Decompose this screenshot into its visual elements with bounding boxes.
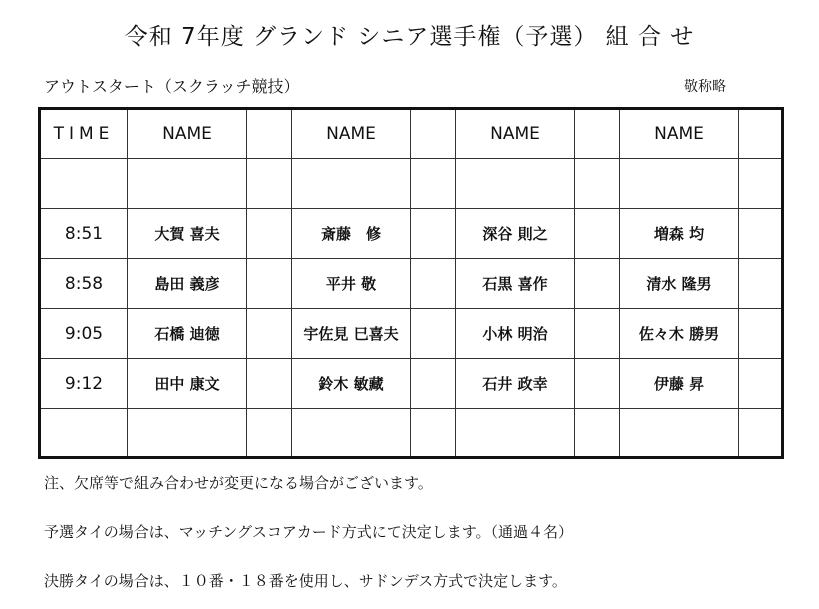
name-header: NAME: [620, 109, 739, 159]
time-header: TIME: [40, 109, 128, 159]
name-header: NAME: [456, 109, 575, 159]
table-row: [40, 209, 783, 259]
score-cell: [411, 359, 456, 409]
table-row: [40, 359, 783, 409]
table-row: [40, 259, 783, 309]
competition-subtitle: アウトスタート（スクラッチ競技）: [44, 77, 300, 96]
score-cell: [247, 359, 292, 409]
player-name: 石橋 迪徳: [128, 309, 247, 359]
score-cell: [575, 309, 620, 359]
player-name: 増森 均: [620, 209, 739, 259]
tee-time: 9:12: [40, 359, 128, 409]
table-row: [40, 309, 783, 359]
player-name: 石黒 喜作: [456, 259, 575, 309]
score-cell: [575, 359, 620, 409]
name-header: NAME: [128, 109, 247, 159]
score-cell: [739, 259, 783, 309]
score-cell: [411, 109, 456, 159]
score-cell: [575, 109, 620, 159]
player-name: 伊藤 昇: [620, 359, 739, 409]
score-cell: [247, 309, 292, 359]
player-name: 斎藤 修: [292, 209, 411, 259]
score-cell: [739, 359, 783, 409]
score-cell: [739, 209, 783, 259]
player-name: 小林 明治: [456, 309, 575, 359]
player-name: 平井 敬: [292, 259, 411, 309]
player-name: 石井 政幸: [456, 359, 575, 409]
pairing-table: [38, 107, 784, 459]
table-header-row: [40, 109, 783, 159]
score-cell: [247, 259, 292, 309]
note-final-tie: 決勝タイの場合は、１０番・１８番を使用し、サドンデス方式で決定します。: [44, 572, 567, 590]
honorific-note: 敬称略: [684, 79, 726, 95]
player-name: 田中 康文: [128, 359, 247, 409]
tee-time: 9:05: [40, 309, 128, 359]
player-name: 佐々木 勝男: [620, 309, 739, 359]
tee-time: 8:51: [40, 209, 128, 259]
name-header: NAME: [292, 109, 411, 159]
note-attendance-change: 注、欠席等で組み合わせが変更になる場合がございます。: [44, 474, 433, 492]
empty-row: [40, 159, 783, 209]
score-cell: [411, 259, 456, 309]
player-name: 深谷 則之: [456, 209, 575, 259]
player-name: 鈴木 敏藏: [292, 359, 411, 409]
note-qualifying-tie: 予選タイの場合は、マッチングスコアカード方式にて決定します。（通過４名）: [44, 523, 574, 541]
empty-row: [40, 409, 783, 458]
tee-time: 8:58: [40, 259, 128, 309]
score-cell: [575, 209, 620, 259]
score-cell: [575, 259, 620, 309]
score-cell: [247, 109, 292, 159]
player-name: 大賀 喜夫: [128, 209, 247, 259]
score-cell: [411, 209, 456, 259]
player-name: 宇佐見 巳喜夫: [292, 309, 411, 359]
score-cell: [739, 109, 783, 159]
score-cell: [411, 309, 456, 359]
player-name: 島田 義彦: [128, 259, 247, 309]
page-title: 令和 7年度 グランド シニア選手権（予選） 組 合 せ: [124, 24, 695, 50]
score-cell: [739, 309, 783, 359]
score-cell: [247, 209, 292, 259]
player-name: 清水 隆男: [620, 259, 739, 309]
